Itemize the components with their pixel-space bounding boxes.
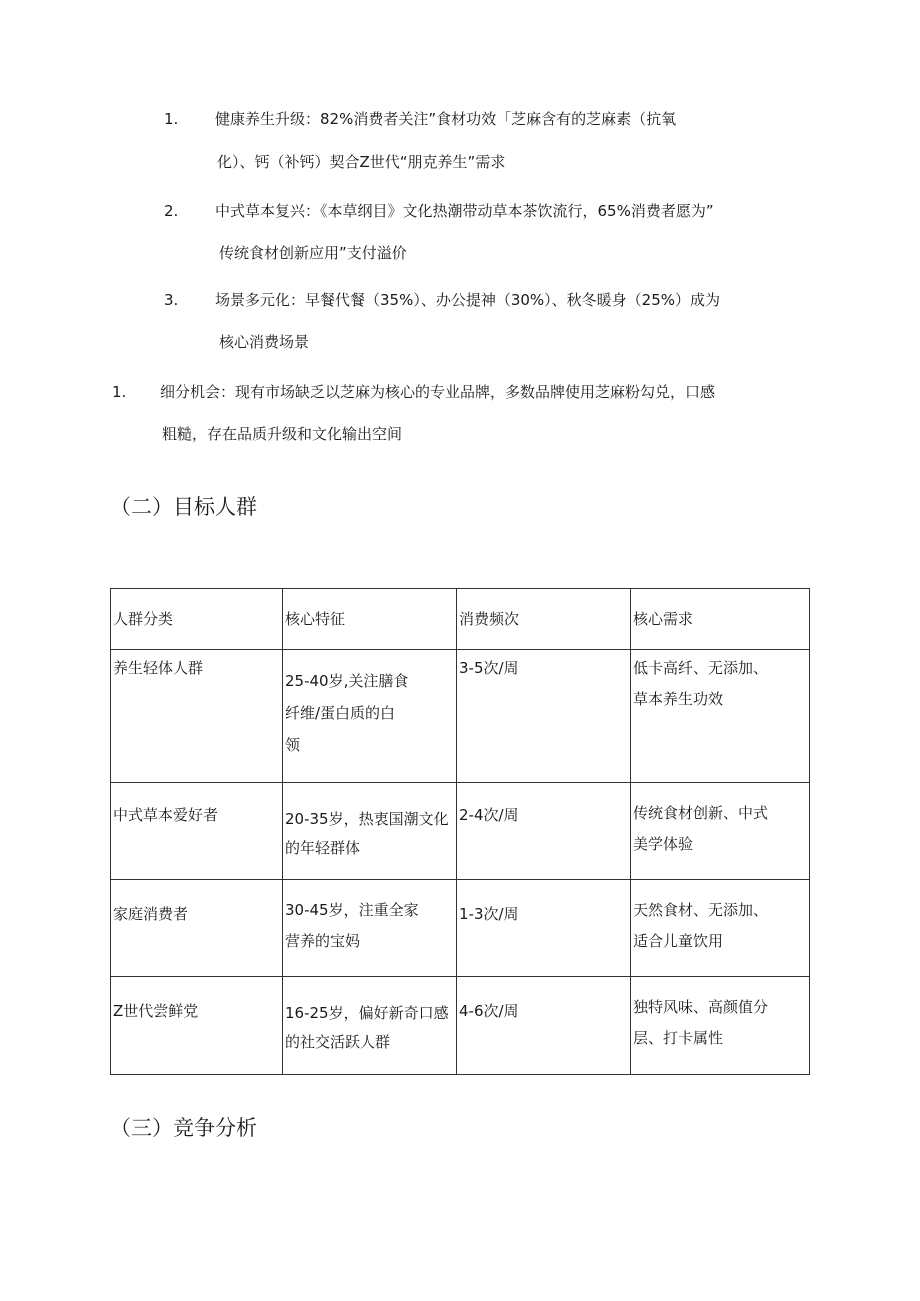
cell-line: 的社交活跃人群 bbox=[285, 1033, 391, 1051]
cell-line: 营养的宝妈 bbox=[285, 932, 361, 950]
table-cell-needs bbox=[631, 650, 810, 783]
cell-line: 层、打卡属性 bbox=[633, 1029, 724, 1047]
table-cell-group: Z世代尝鲜党 bbox=[111, 977, 283, 1075]
section-heading-target-audience: （二）目标人群 bbox=[110, 495, 257, 519]
list-item-continuation: 化）、钙（补钙）契合Z世代“朋克养生”需求 bbox=[217, 153, 506, 171]
table-row bbox=[111, 783, 810, 880]
cell-line: 草本养生功效 bbox=[633, 690, 724, 708]
cell-line: 25-40岁,关注膳食 bbox=[285, 672, 409, 690]
cell-line: 领 bbox=[285, 736, 301, 754]
table-cell-frequency: 1-3次/周 bbox=[457, 880, 631, 977]
cell-line: 传统食材创新、中式 bbox=[633, 804, 769, 822]
section-heading-competition-analysis: （三）竞争分析 bbox=[110, 1116, 257, 1140]
list-number: 3. bbox=[164, 291, 179, 309]
table-cell-needs bbox=[631, 880, 810, 977]
list-item: 健康养生升级：82%消费者关注”食材功效「芝麻含有的芝麻素（抗氧 bbox=[215, 110, 677, 128]
table-cell-needs bbox=[631, 977, 810, 1075]
table-row bbox=[111, 650, 810, 783]
table-cell-group: 中式草本爱好者 bbox=[111, 783, 283, 880]
table-row bbox=[111, 977, 810, 1075]
table-header-cell: 消费频次 bbox=[457, 589, 631, 650]
cell-line: 的年轻群体 bbox=[285, 839, 361, 857]
list-item-continuation: 传统食材创新应用”支付溢价 bbox=[219, 244, 407, 262]
list-number: 2. bbox=[164, 202, 179, 220]
cell-line: 适合儿童饮用 bbox=[633, 932, 724, 950]
cell-line: 独特风味、高颜值分 bbox=[633, 998, 769, 1016]
list-number: 1. bbox=[164, 110, 179, 128]
table-cell-traits bbox=[283, 977, 457, 1075]
cell-line: 美学体验 bbox=[633, 835, 694, 853]
cell-line: 20-35岁，热衷国潮文化 bbox=[285, 810, 449, 828]
list-item: 场景多元化：早餐代餐（35%）、办公提神（30%）、秋冬暖身（25%）成为 bbox=[215, 291, 721, 309]
list-item: 细分机会：现有市场缺乏以芝麻为核心的专业品牌，多数品牌使用芝麻粉勾兑，口感 bbox=[160, 383, 716, 401]
cell-line: 16-25岁，偏好新奇口感 bbox=[285, 1004, 449, 1022]
table-cell-frequency: 4-6次/周 bbox=[457, 977, 631, 1075]
table-cell-frequency: 3-5次/周 bbox=[457, 650, 631, 783]
table-cell-traits bbox=[283, 783, 457, 880]
target-audience-table bbox=[110, 588, 810, 1075]
table-header-cell: 人群分类 bbox=[111, 589, 283, 650]
table-cell-group: 养生轻体人群 bbox=[111, 650, 283, 783]
table-cell-group: 家庭消费者 bbox=[111, 880, 283, 977]
cell-line: 纤维/蛋白质的白 bbox=[285, 704, 396, 722]
cell-line: 天然食材、无添加、 bbox=[633, 901, 769, 919]
table-cell-traits bbox=[283, 650, 457, 783]
table-header-cell: 核心特征 bbox=[283, 589, 457, 650]
list-number: 1. bbox=[112, 383, 127, 401]
table-cell-traits bbox=[283, 880, 457, 977]
list-item-continuation: 核心消费场景 bbox=[219, 333, 310, 351]
table-header-row bbox=[111, 589, 810, 650]
list-item: 中式草本复兴：《本草纲目》文化热潮带动草本茶饮流行，65%消费者愿为” bbox=[215, 202, 714, 220]
table-cell-frequency: 2-4次/周 bbox=[457, 783, 631, 880]
cell-line: 30-45岁，注重全家 bbox=[285, 901, 419, 919]
cell-line: 低卡高纤、无添加、 bbox=[633, 659, 769, 677]
table-cell-needs bbox=[631, 783, 810, 880]
table-header-cell: 核心需求 bbox=[631, 589, 810, 650]
list-item-continuation: 粗糙，存在品质升级和文化输出空间 bbox=[162, 425, 403, 443]
table-row bbox=[111, 880, 810, 977]
